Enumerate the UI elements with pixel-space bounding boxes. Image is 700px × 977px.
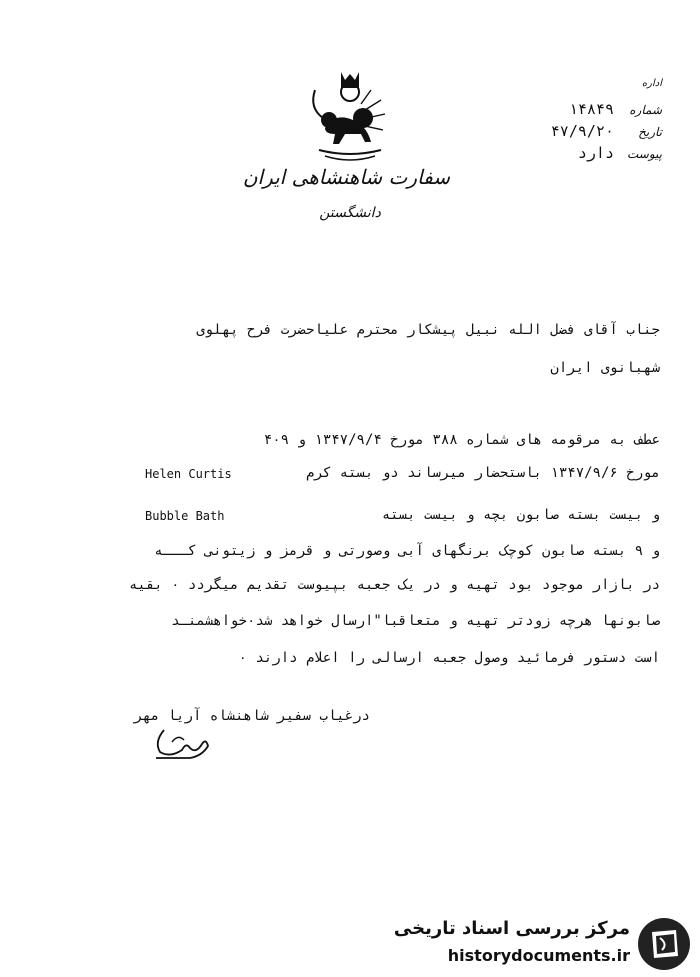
signature-caption: درغیاب سفیر شاهنشاه آریا مهر xyxy=(133,708,370,724)
letter-meta xyxy=(492,78,662,166)
watermark-url: historydocuments.ir xyxy=(447,946,630,965)
meta-date-value: ۴۷/۹/۲۰ xyxy=(550,122,614,140)
product-name-helen-curtis: Helen Curtis xyxy=(145,467,232,481)
archive-watermark xyxy=(393,912,700,977)
meta-number-value: ۱۴۸۴۹ xyxy=(568,100,614,118)
meta-office-label: اداره xyxy=(641,78,662,89)
meta-attachment-value: دارد xyxy=(577,144,614,162)
body-line-3: و بیست بسته صابون بچه و بیست بسته xyxy=(381,507,660,523)
handwritten-signature xyxy=(150,722,212,762)
body-line-2: مورخ ۱۳۴۷/۹/۶ باستحضار میرساند دو بسته کرم xyxy=(305,465,660,481)
meta-number-label: شماره xyxy=(629,103,662,117)
body-line-7: است دستور فرمائید وصول جعبه ارسالی را اعلام دارند ۰ xyxy=(238,650,660,666)
meta-attachment-label: پیوست xyxy=(627,147,662,161)
department-name: دانشگستن xyxy=(319,205,381,221)
product-name-bubble-bath: Bubble Bath xyxy=(145,509,225,523)
body-line-1: عطف به مرقومه های شماره ۳۸۸ مورخ ۱۳۴۷/۹/۴ و ۴۰۹ xyxy=(263,432,660,448)
embassy-name: سفارت شاهنشاهی ایران xyxy=(242,165,450,189)
watermark-title: مرکز بررسی اسناد تاریخی xyxy=(393,918,630,939)
lion-and-sun-emblem-icon xyxy=(305,68,395,168)
meta-date-label: تاریخ xyxy=(638,125,662,139)
address-line-2: شهبانوی ایران xyxy=(550,360,660,376)
address-line-1: جناب آقای فضل الله نبیل پیشکار محترم علیاحضرت فرح پهلوی xyxy=(196,322,660,338)
body-line-6: صابونها هرچه زودتر تهیه و متعاقبا"ارسال خواهد شد۰خواهشمنـد xyxy=(171,613,660,629)
archive-logo-icon xyxy=(636,916,692,972)
body-line-4: و ۹ بسته صابون کوچک برنگهای آبی وصورتی و قرمز و زیتونی کـــه xyxy=(154,543,660,559)
body-line-5: در بازار موجود بود تهیه و در یک جعبه بپیوست تقدیم میگردد ۰ بقیه xyxy=(128,577,660,593)
